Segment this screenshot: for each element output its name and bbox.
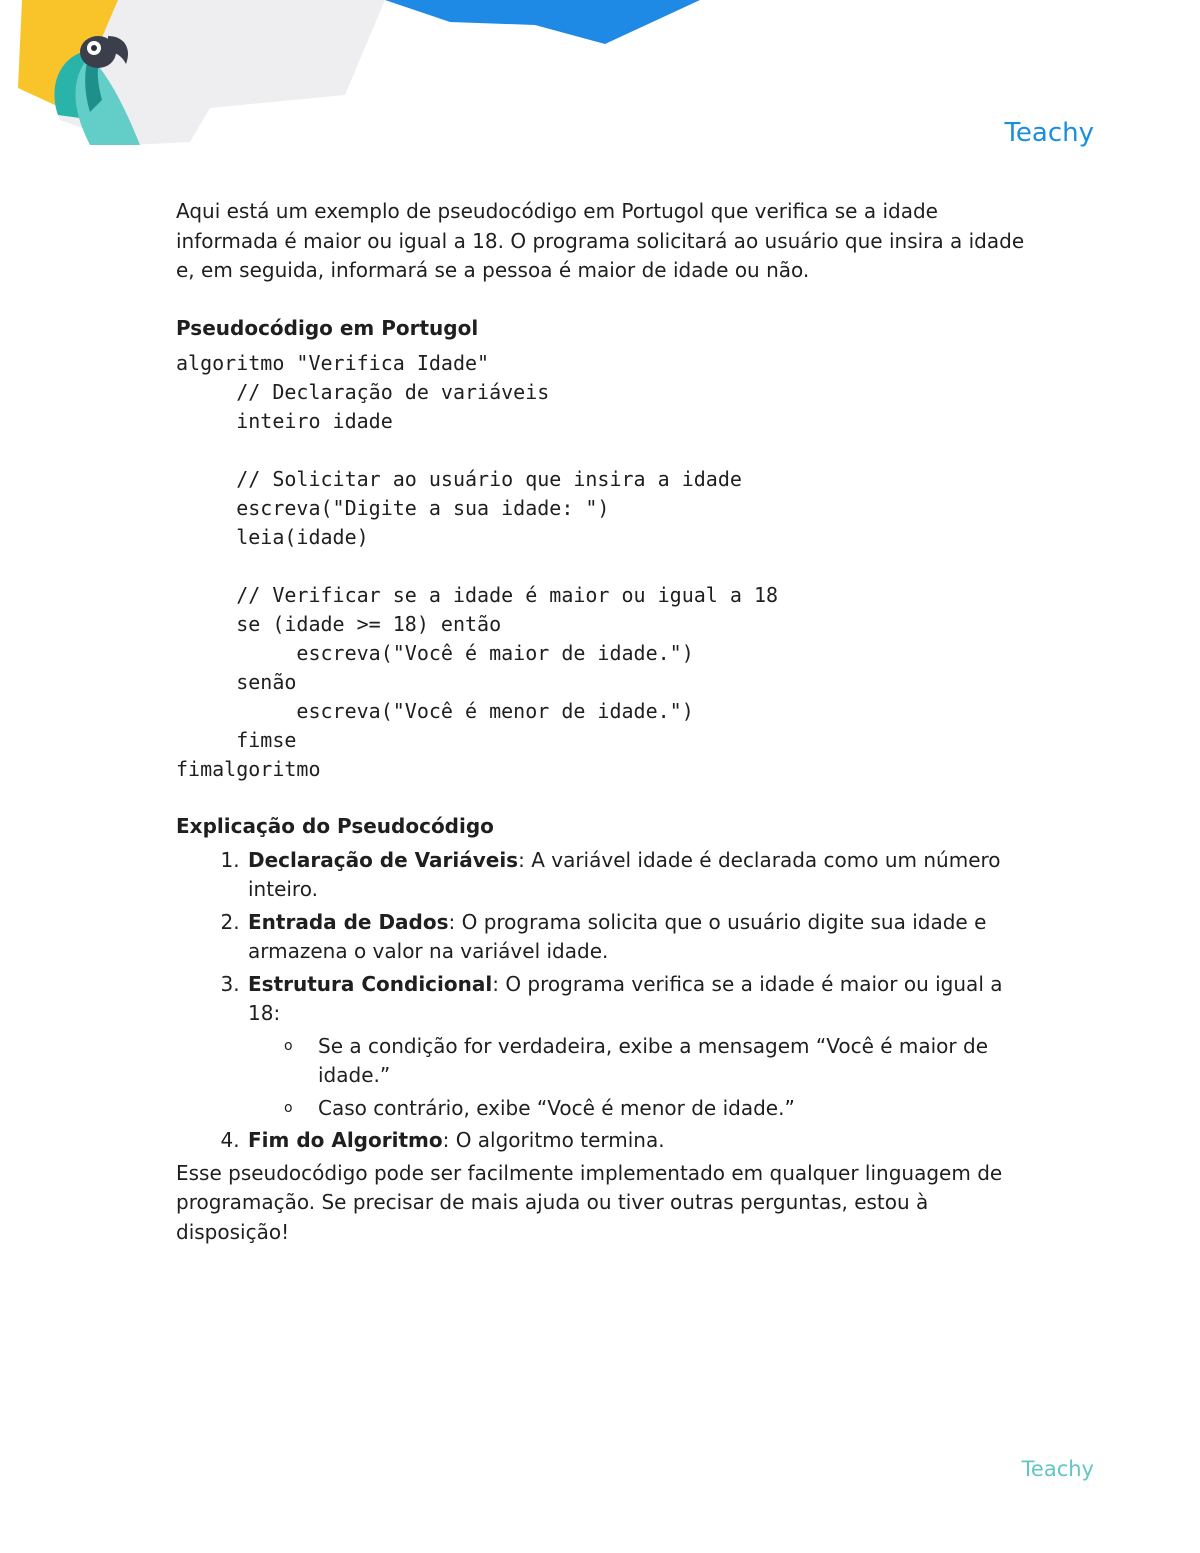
list-item-text: : O algoritmo termina. bbox=[442, 1128, 665, 1152]
list-item-term: Estrutura Condicional bbox=[248, 971, 493, 996]
circle-bullet-icon: o bbox=[284, 1099, 293, 1116]
list-item-term: Declaração de Variáveis bbox=[248, 847, 519, 872]
sub-list-item-text: Se a condição for verdadeira, exibe a mensagem “Você é maior de idade.” bbox=[318, 1033, 988, 1087]
closing-paragraph: Esse pseudocódigo pode ser facilmente implementado em qualquer linguagem de programação. Se precisar de mais ajuda ou tiver outras perguntas, estou à disposição! bbox=[176, 1160, 1003, 1244]
blue-shape bbox=[385, 0, 700, 44]
list-item-text: : O programa solicita que o usuário digite sua idade e armazena o valor na variável idade. bbox=[248, 909, 987, 963]
brand-logo-footer[interactable]: Teachy bbox=[1021, 1457, 1094, 1481]
list-item bbox=[246, 1126, 1036, 1156]
list-item bbox=[246, 908, 1036, 967]
circle-bullet-icon: o bbox=[284, 1037, 293, 1054]
section-heading-explanation: Explicação do Pseudocódigo bbox=[176, 814, 494, 838]
section-heading-pseudocode: Pseudocódigo em Portugol bbox=[176, 315, 479, 340]
header-decoration bbox=[0, 0, 760, 150]
sub-list bbox=[248, 1032, 1036, 1124]
list-item-term: Entrada de Dados bbox=[248, 909, 449, 934]
sub-list-item bbox=[284, 1094, 1036, 1124]
explanation-list bbox=[176, 846, 1036, 1156]
intro-paragraph: Aqui está um exemplo de pseudocódigo em Portugol que verifica se a idade informada é maior ou igual a 18. O programa solicitará ao usuário que insira a idade e, em seguida, informará se a pessoa é maior de idade ou não. bbox=[176, 199, 1025, 282]
list-item bbox=[246, 846, 1036, 905]
list-item-text: : A variável idade é declarada como um número inteiro. bbox=[248, 847, 1001, 901]
sub-list-item-text: Caso contrário, exibe “Você é menor de idade.” bbox=[318, 1095, 795, 1120]
list-item-term: Fim do Algoritmo bbox=[248, 1128, 443, 1152]
document-body bbox=[176, 197, 1036, 1247]
code-block: algoritmo "Verifica Idade" // Declaração de variáveis inteiro idade // Solicitar ao usuário que insira a idade escreva("Digite a sua idade: ") leia(idade) // Verificar se a idade é maior ou igual a 18 se (idade >= 18) então escreva("Você é maior de idade.") senão escreva("Você é menor de idade.") fimse fimalgoritmo bbox=[176, 351, 779, 781]
list-item bbox=[246, 970, 1036, 1124]
list-item-text: : O programa verifica se a idade é maior ou igual a 18: bbox=[248, 971, 1003, 1025]
sub-list-item bbox=[284, 1032, 1036, 1091]
brand-logo-top[interactable]: Teachy bbox=[1004, 118, 1094, 148]
